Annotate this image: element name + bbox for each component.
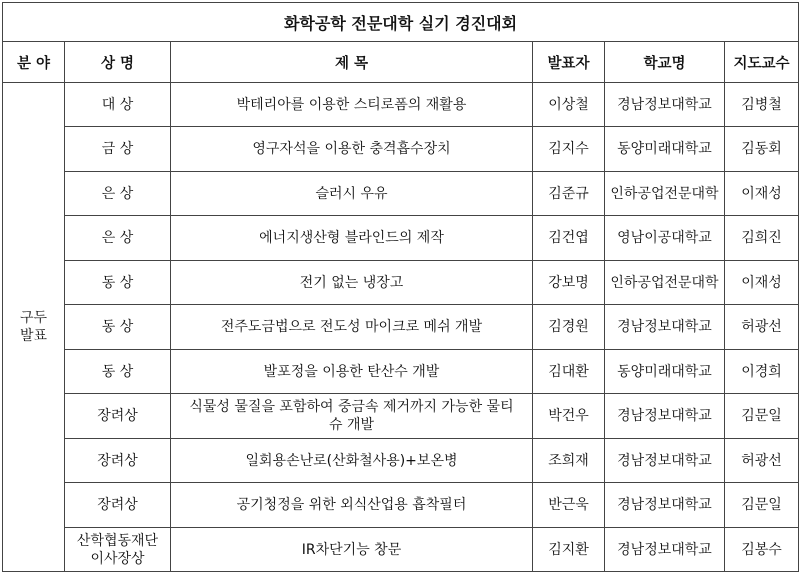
award-cell: 장려상 <box>65 394 171 439</box>
table-row <box>3 216 799 261</box>
table-row <box>3 172 799 216</box>
table-body <box>3 83 799 572</box>
presenter-cell: 김준규 <box>533 172 605 216</box>
presenter-cell: 김지수 <box>533 127 605 172</box>
table-row <box>3 483 799 528</box>
presenter-cell: 강보명 <box>533 261 605 305</box>
school-cell: 경남정보대학교 <box>605 528 725 572</box>
award-cell: 대 상 <box>65 83 171 127</box>
subject-cell: 식물성 물질을 포함하여 중금속 제거까지 가능한 물티슈 개발 <box>171 394 533 439</box>
presenter-cell: 김건엽 <box>533 216 605 261</box>
subject-cell: 공기청정을 위한 외식산업용 흡착필터 <box>171 483 533 528</box>
presenter-cell: 조희재 <box>533 439 605 483</box>
school-cell: 동양미래대학교 <box>605 127 725 172</box>
table-row <box>3 261 799 305</box>
award-cell: 동 상 <box>65 305 171 350</box>
advisor-cell: 김병철 <box>725 83 799 127</box>
school-cell: 경남정보대학교 <box>605 439 725 483</box>
subject-cell: 에너지생산형 블라인드의 제작 <box>171 216 533 261</box>
subject-cell: 영구자석을 이용한 충격흡수장치 <box>171 127 533 172</box>
presenter-cell: 김경원 <box>533 305 605 350</box>
award-cell: 은 상 <box>65 172 171 216</box>
subject-cell: 일회용손난로(산화철사용)+보온병 <box>171 439 533 483</box>
school-cell: 영남이공대학교 <box>605 216 725 261</box>
presenter-cell: 이상철 <box>533 83 605 127</box>
table-row <box>3 350 799 394</box>
award-cell: 금 상 <box>65 127 171 172</box>
subject-cell: IR차단기능 창문 <box>171 528 533 572</box>
presenter-cell: 김대환 <box>533 350 605 394</box>
header-award: 상 명 <box>65 42 171 83</box>
advisor-cell: 허광선 <box>725 439 799 483</box>
award-cell: 동 상 <box>65 261 171 305</box>
table-row <box>3 83 799 127</box>
school-cell: 경남정보대학교 <box>605 394 725 439</box>
field-cell: 구두 발표 <box>3 83 65 572</box>
advisor-cell: 김봉수 <box>725 528 799 572</box>
table-row <box>3 394 799 439</box>
school-cell: 인하공업전문대학 <box>605 172 725 216</box>
advisor-cell: 김문일 <box>725 394 799 439</box>
advisor-cell: 이재성 <box>725 261 799 305</box>
subject-cell: 박테리아를 이용한 스티로폼의 재활용 <box>171 83 533 127</box>
presenter-cell: 반근욱 <box>533 483 605 528</box>
advisor-cell: 김희진 <box>725 216 799 261</box>
header-subject: 제 목 <box>171 42 533 83</box>
school-cell: 경남정보대학교 <box>605 83 725 127</box>
table-row <box>3 528 799 572</box>
subject-cell: 전주도금법으로 전도성 마이크로 메쉬 개발 <box>171 305 533 350</box>
table-row <box>3 439 799 483</box>
school-cell: 인하공업전문대학 <box>605 261 725 305</box>
table-row <box>3 305 799 350</box>
advisor-cell: 김동회 <box>725 127 799 172</box>
award-cell: 장려상 <box>65 439 171 483</box>
presenter-cell: 박건우 <box>533 394 605 439</box>
table-row <box>3 127 799 172</box>
subject-cell: 전기 없는 냉장고 <box>171 261 533 305</box>
header-school: 학교명 <box>605 42 725 83</box>
advisor-cell: 허광선 <box>725 305 799 350</box>
subject-cell: 발포정을 이용한 탄산수 개발 <box>171 350 533 394</box>
table-title: 화학공학 전문대학 실기 경진대회 <box>3 3 799 42</box>
award-cell: 은 상 <box>65 216 171 261</box>
award-cell: 산학협동재단 이사장상 <box>65 528 171 572</box>
subject-cell: 슬러시 우유 <box>171 172 533 216</box>
header-field: 분 야 <box>3 42 65 83</box>
advisor-cell: 김문일 <box>725 483 799 528</box>
school-cell: 경남정보대학교 <box>605 305 725 350</box>
award-cell: 동 상 <box>65 350 171 394</box>
school-cell: 경남정보대학교 <box>605 483 725 528</box>
school-cell: 동양미래대학교 <box>605 350 725 394</box>
header-advisor: 지도교수 <box>725 42 799 83</box>
awards-table <box>2 2 799 572</box>
presenter-cell: 김지환 <box>533 528 605 572</box>
advisor-cell: 이재성 <box>725 172 799 216</box>
award-cell: 장려상 <box>65 483 171 528</box>
header-presenter: 발표자 <box>533 42 605 83</box>
advisor-cell: 이경희 <box>725 350 799 394</box>
